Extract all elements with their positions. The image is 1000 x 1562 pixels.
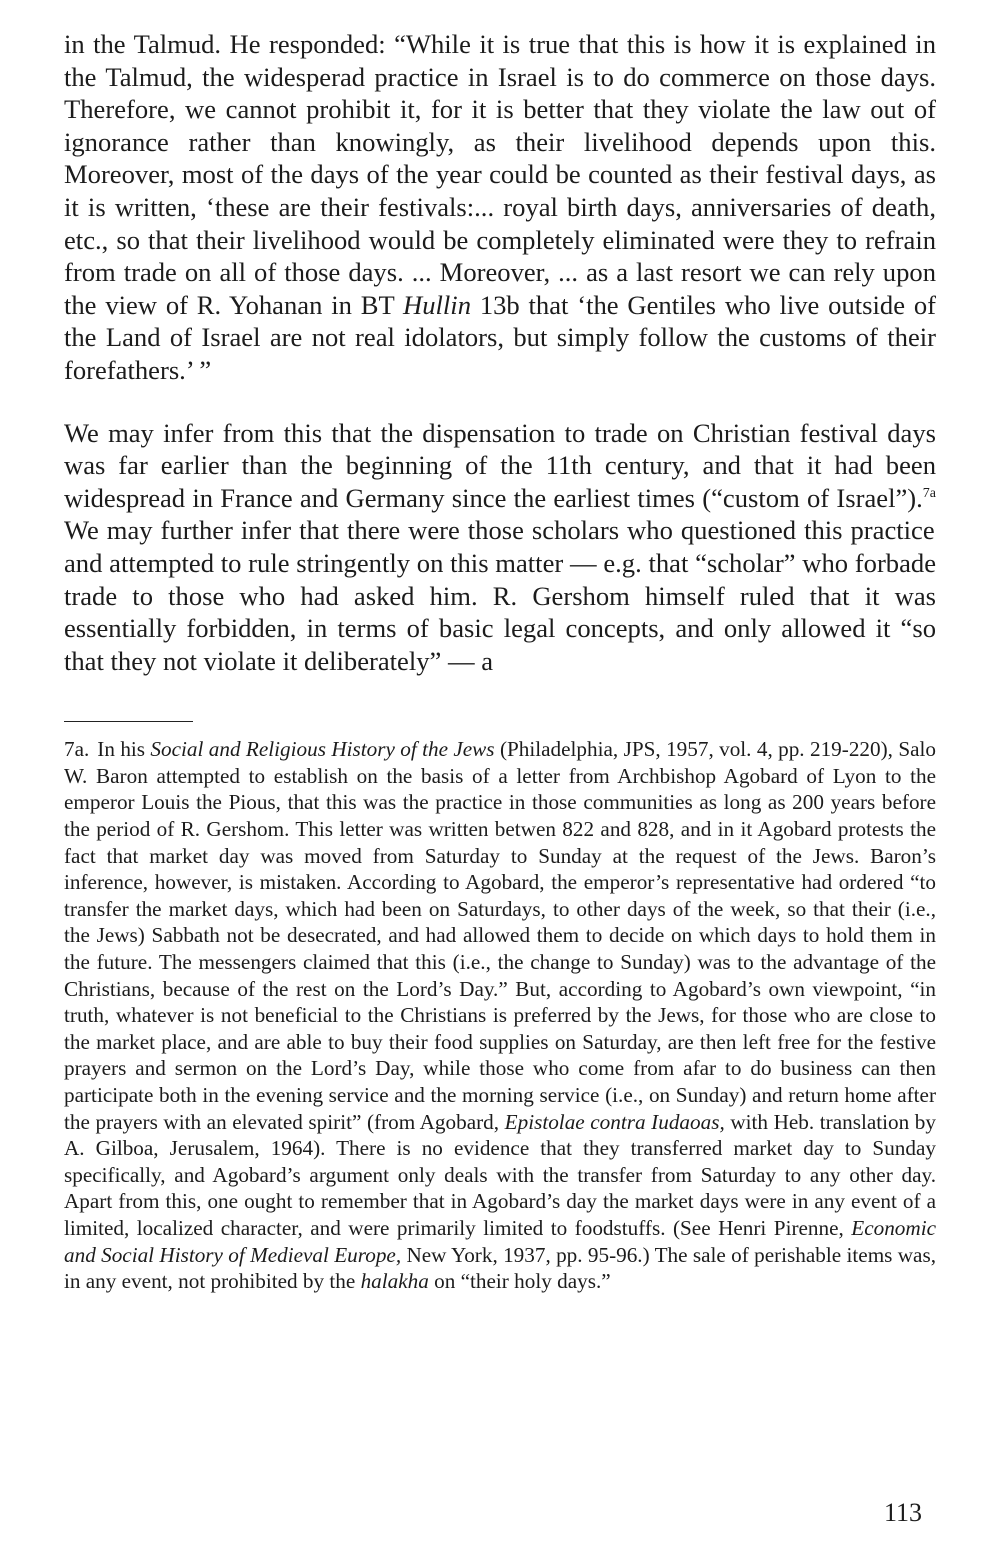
paragraph-1-end: 13b that ‘the Gentiles who live outside of the Land of Israel are not real idolators, but simply follow the customs of their forefathers.’ ” [64,289,936,385]
page-content [64,28,936,1295]
paragraph-1-text: in the Talmud. He responded: “While it is true that this is how it is explained in the Talmud, the widesperad practice in Israel is to do commerce on those days. Therefore, we cannot prohibit it, for it is better that they violate the law out of ignorance rather than knowingly, as their livelihood depends upon this. Moreover, most of the days of the year could be counted as their festival days, as it is written, ‘these are their festivals:... royal birth days, anniversaries of death, etc., so that their livelihood would be completely eliminated were they to refrain from trade on all of those days. ... Moreover, ... as a last resort we can rely upon the view of R. Yohanan in BT [64,29,936,320]
footnote-italic-4: halakha [360,1269,429,1294]
footnote-text-3: with Heb. translation by A. Gilboa, Jerusalem, 1964). There is no evidence that they transferred market day to Sunday specifically, and Agobard’s argument only deals with the transfer from Saturday to any other day. Apart from this, one ought to remember that in Agobard’s day the market days were in any event of a limited, localized character, and were primarily limited to foodstuffs. (See Henri Pirenne, [64,1109,936,1240]
paragraph-2-text-a: We may infer from this that the dispensation to trade on Christian festival days was far earlier than the beginning of the 11th century, and that it had been widespread in France and Germany since the earliest times (“custom of Israel”). [64,417,936,513]
footnote-italic-2: Epistolae contra Iudaoas, [504,1109,725,1134]
footnote-divider [64,721,193,722]
footnote-reference: 7a [922,485,936,501]
body-paragraph-1 [64,28,936,387]
footnote-text-1: In his [97,737,151,762]
footnote-text-2: (Philadelphia, JPS, 1957, vol. 4, pp. 219-220), Salo W. Baron attempted to establish on the basis of a letter from Archbishop Agobard of Lyon to the emperor Louis the Pious, that this was the practice in those communities as long as 200 years before the period of R. Gershom. This letter was written betwen 822 and 828, and in it Agobard protests the fact that market day was moved from Saturday to Sunday at the request of the Jews. Baron’s inference, however, is mistaken. According to Agobard, the emperor’s representative had ordered “to transfer the market days, which had been on Saturdays, to other days of the week, so that their (i.e., the Jews) Sabbath not be desecrated, and had allowed them to decide on which days to hold them in the future. The messengers claimed that this (i.e., the change to Sunday) was to the advantage of the Christians, because of the rest on the Lord’s Day.” But, according to Agobard’s own viewpoint, “in truth, whatever is not beneficial to the Christians is preferred by the Jews, for those who are close to the market place, and are able to buy their food supplies on Saturday, are then left free for the festive prayers and sermon on the Lord’s Day, while those who come from afar to do business can then participate both in the evening service and the morning service (i.e., on Sunday) and return home after the prayers with an elevated spirit” (from Agobard, [64,737,936,1134]
footnote-7a [64,736,936,1294]
paragraph-2-text-b: We may further infer that there were those scholars who questioned this practice and attempted to rule stringently on this matter — e.g. that “scholar” who forbade trade to those who had asked him. R. Gershom himself ruled that it was essentially forbidden, in terms of basic legal concepts, and only allowed it “so that they not violate it deliberately” — a [64,515,936,676]
footnote-mark: 7a. [64,737,90,762]
page-number: 113 [883,1498,922,1527]
footnote-italic-1: Social and Religious History of the Jews [150,737,495,762]
body-paragraph-2 [64,417,936,678]
footnote-text-4: New York, 1937, pp. 95-96.) The sale of perishable items was, in any event, not prohibited by the [64,1242,936,1294]
footnote-text-5: on “their holy days.” [428,1269,611,1294]
footnote-italic-3: Economic and Social History of Medieval Europe, [64,1215,936,1267]
paragraph-1-italic: Hullin [403,289,471,320]
